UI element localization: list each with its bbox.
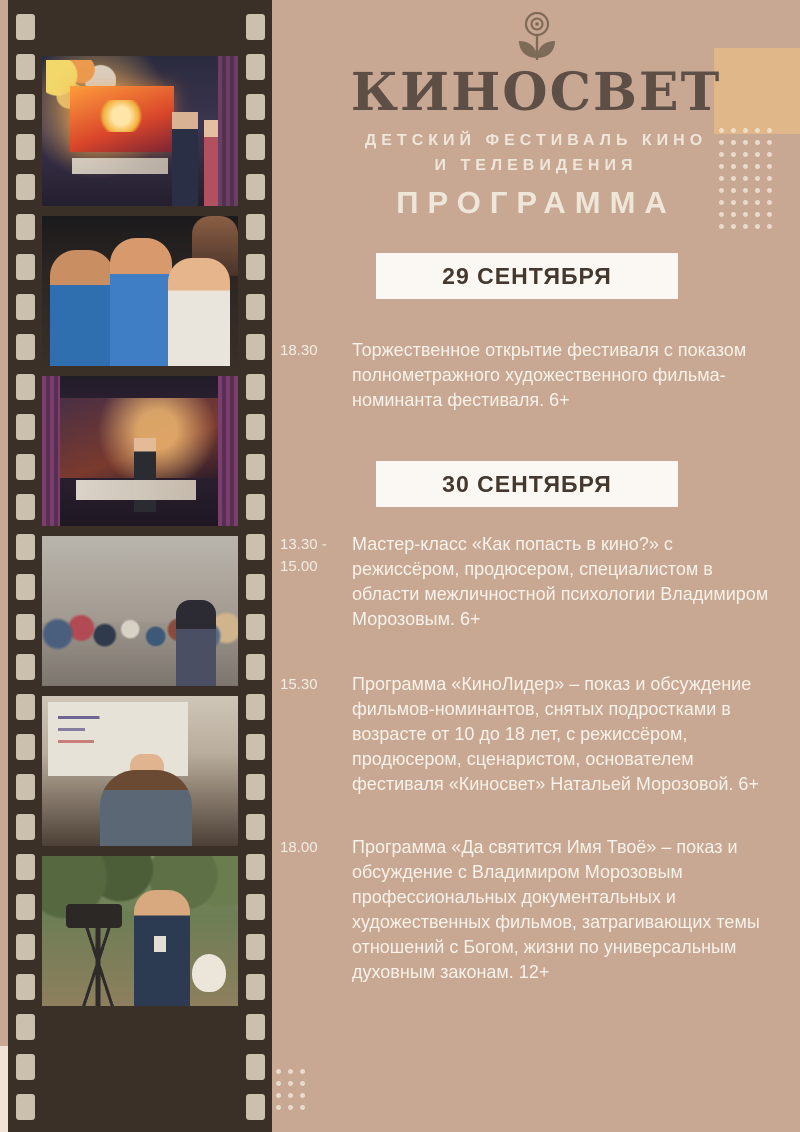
date-badge-day-1: 29 СЕНТЯБРЯ [376, 253, 678, 299]
film-strip [8, 0, 272, 1132]
festival-subtitle [272, 128, 800, 178]
photo-workshop-speaker [42, 696, 238, 846]
photo-caption [48, 833, 136, 842]
photo-caption [48, 513, 127, 522]
entry-description: Программа «КиноЛидер» – показ и обсуждение фильмов-номинантов, снятых подростками в возрасте от 10 до 18 лет, с режиссёром, продюсером, сценаристом, основателем фестиваля «Киносвет» Натальей Морозовой. 6+ [352, 674, 759, 794]
white-mask-prop [192, 954, 226, 992]
kinosvet-flame-logo-icon [510, 8, 564, 62]
handwriting-on-board [58, 712, 148, 754]
photo-young-cameraman [42, 856, 238, 1006]
photo-caption [48, 673, 107, 682]
photo-caption [48, 353, 134, 362]
entry-description: Программа «Да святится Имя Твоё» – показ и обсуждение с Владимиром Морозовым профессиональных документальных и художественных фильмов, затрагивающих темы отношений с Богом, жизни по универсальным духовным законам. 12+ [352, 837, 760, 982]
entry-time [280, 532, 338, 632]
stage-screen [70, 86, 174, 152]
photo-caption [48, 193, 159, 202]
entry-description: Торжественное открытие фестиваля с показом полнометражного художественного фильма-номинанта фестиваля. 6+ [352, 340, 747, 410]
schedule-entry [280, 835, 780, 985]
stage-logo-text [76, 480, 196, 500]
stage-curtain-left [42, 376, 60, 526]
speaker-figure [134, 438, 156, 512]
entry-description: Мастер-класс «Как попасть в кино?» с режиссёром, продюсером, специалистом в области межличностной психологии Владимиром Морозовым. 6+ [352, 534, 769, 629]
subtitle-line-2: И ТЕЛЕВИДЕНИЯ [434, 157, 638, 174]
photo-caption [48, 993, 137, 1002]
video-camera [66, 904, 122, 928]
photo-stage-presenter [42, 376, 238, 526]
film-perforations-right [245, 0, 265, 1132]
page-title: КИНОСВЕТ [350, 62, 722, 123]
entry-time-line-2: 15.00 [280, 558, 318, 575]
date-badge-day-2: 30 СЕНТЯБРЯ [376, 461, 678, 507]
photo-hall-crowd [42, 536, 238, 686]
photo-children-audience [42, 216, 238, 366]
presenter-male [172, 112, 198, 206]
film-perforations-left [15, 0, 35, 1132]
stage-curtain-right [218, 376, 238, 526]
foreground-person [176, 600, 216, 686]
child-figure-right [168, 258, 230, 366]
photo-stage-opening-ceremony [42, 56, 238, 206]
film-frames [42, 56, 238, 1006]
entry-time [280, 338, 338, 413]
child-figure-left [50, 250, 114, 366]
entry-time-line-1: 18.00 [280, 839, 318, 856]
schedule-entry [280, 532, 780, 632]
entry-time-line-1: 13.30 - [280, 536, 327, 553]
subtitle-line-1: ДЕТСКИЙ ФЕСТИВАЛЬ КИНО [364, 132, 708, 149]
entry-time-line-1: 18.30 [280, 342, 318, 359]
entry-time [280, 672, 338, 797]
schedule-entry [280, 338, 780, 413]
entry-time-line-1: 15.30 [280, 676, 318, 693]
schedule-entry [280, 672, 780, 797]
participant-badge [154, 936, 166, 952]
child-figure-center [110, 238, 172, 366]
stage-logo-text [72, 158, 168, 174]
entry-time [280, 835, 338, 985]
stage-curtain [218, 56, 238, 206]
program-content [272, 0, 800, 1132]
program-heading: ПРОГРАММА [396, 185, 676, 220]
